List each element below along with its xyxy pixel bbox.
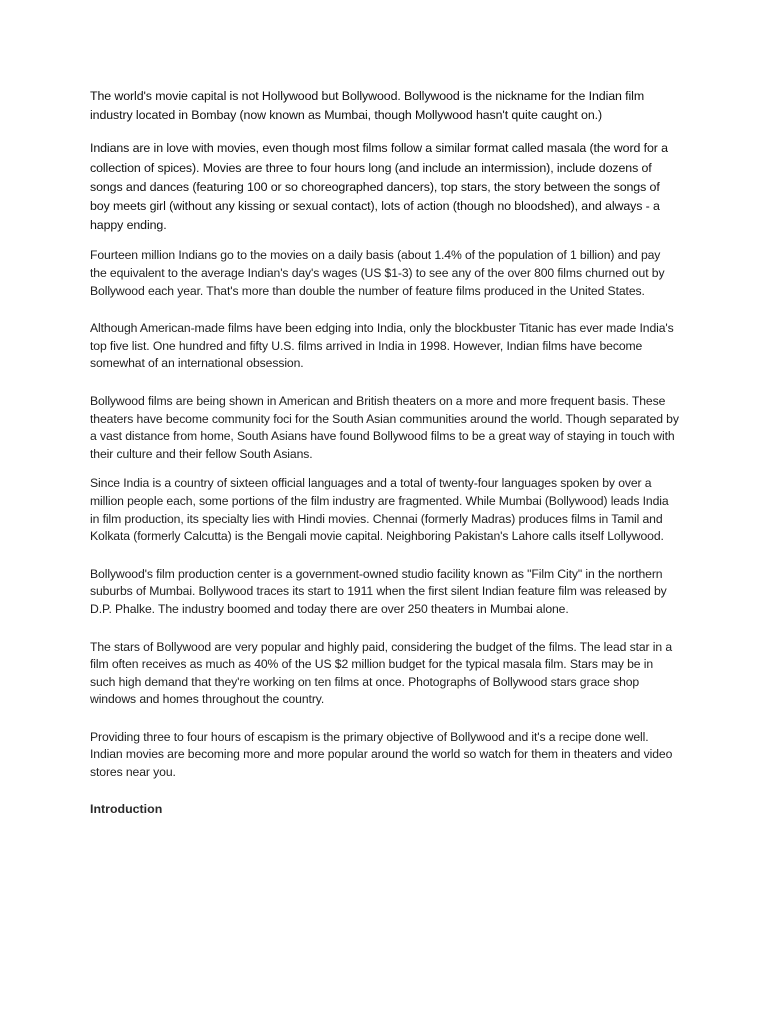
paragraph-audience: Fourteen million Indians go to the movies on a daily basis (about 1.4% of the population of 1 billion) and pay the equivalent to the average Indian's day's wages (US $1-3) to see any of the over 800 films churned out by Bollywood each year. That's more than double the number of feature films produced in the United States. xyxy=(90,248,665,298)
document-page xyxy=(90,87,680,816)
paragraph-film-city: Bollywood's film production center is a government-owned studio facility known as "Film City" in the northern suburbs of Mumbai. Bollywood traces its start to 1911 when the first silent Indian feature film was released by D.P. Phalke. The industry boomed and today there are over 250 theaters in Mumbai alone. xyxy=(90,566,667,616)
paragraph-masala: Indians are in love with movies, even though most films follow a similar format called masala (the word for a collection of spices). Movies are three to four hours long (and include an intermission), include dozens of songs and dances (featuring 100 or so choreographed dancers), top stars, the story between the songs of boy meets girl (without any kissing or sexual contact), lots of action (though no bloodshed), and always - a happy ending. xyxy=(90,141,668,233)
paragraph-stars: The stars of Bollywood are very popular and highly paid, considering the budget of the films. The lead star in a film often receives as much as 40% of the US $2 million budget for the typical masala film. Stars may be in such high demand that they're working on ten films at once. Photographs of Bollywood stars grace shop windows and homes throughout the country. xyxy=(90,639,673,707)
paragraph-intro: The world's movie capital is not Hollywood but Bollywood. Bollywood is the nickname for the Indian film industry located in Bombay (now known as Mumbai, though Mollywood hasn't quite caught on.) xyxy=(90,89,645,123)
paragraph-languages: Since India is a country of sixteen official languages and a total of twenty-four languages spoken by over a million people each, some portions of the film industry are fragmented. While Mumbai (Bollywood) leads India in film production, its specialty lies with Hindi movies. Chennai (formerly Madras) produces films in Tamil and Kolkata (formerly Calcutta) is the Bengali movie capital. Neighboring Pakistan's Lahore calls itself Lollywood. xyxy=(90,476,669,544)
paragraph-american-films: Although American-made films have been edging into India, only the blockbuster Titanic has ever made India's top five list. One hundred and fifty U.S. films arrived in India in 1998. However, Indian films have become somewhat of an international obsession. xyxy=(90,321,674,371)
paragraph-theaters-abroad: Bollywood films are being shown in American and British theaters on a more and more frequent basis. These theaters have become community foci for the South Asian communities around the world. Though separated by a vast distance from home, South Asians have found Bollywood films to be a great way of staying in touch with their culture and their fellow South Asians. xyxy=(90,393,679,461)
section-heading-introduction: Introduction xyxy=(90,801,163,816)
paragraph-escapism: Providing three to four hours of escapism is the primary objective of Bollywood and it's a recipe done well. Indian movies are becoming more and more popular around the world so watch for them in theaters and video stores near you. xyxy=(90,729,673,780)
